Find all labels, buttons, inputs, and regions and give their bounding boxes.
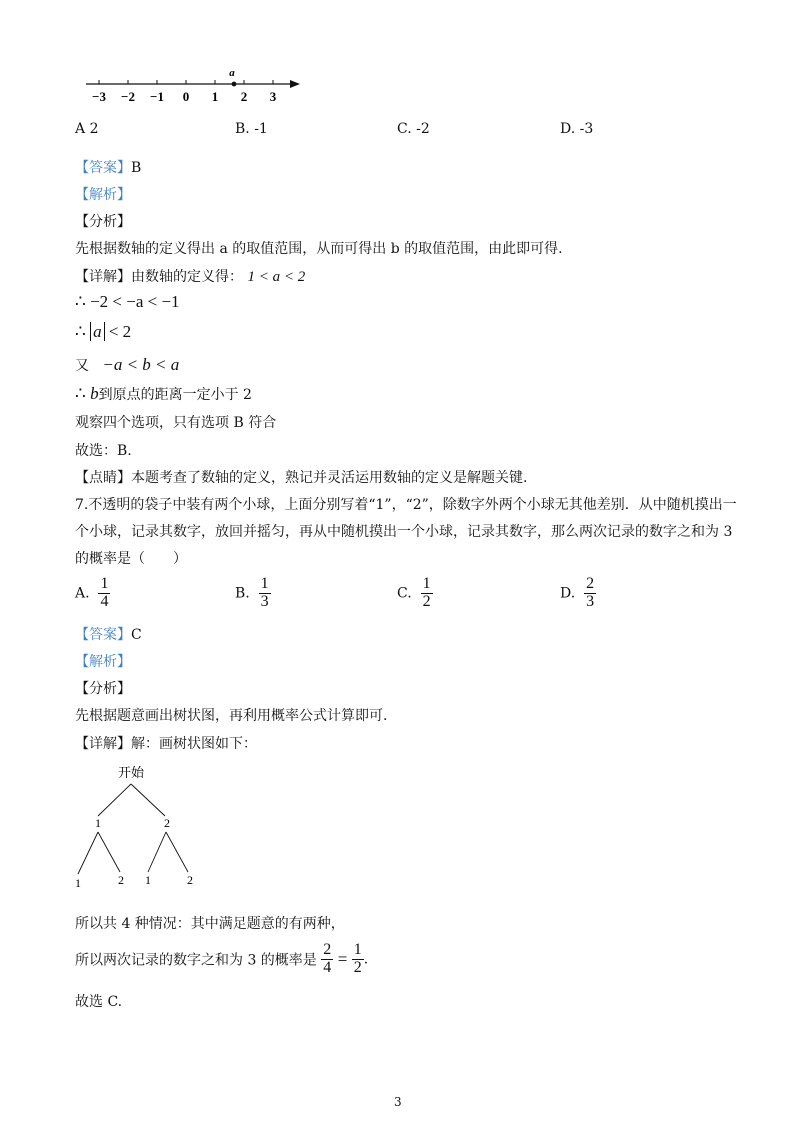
tree-edge (148, 832, 166, 872)
tree-diagram (70, 762, 210, 892)
q7-option-b: B. $\frac{1}{3}$ (235, 575, 269, 610)
point-a-dot (232, 82, 237, 87)
q7-xiangjie: 【详解】解：画树状图如下： (75, 736, 257, 752)
page-number: 3 (394, 1095, 402, 1109)
q7-stem-line1: 7.不透明的袋子中装有两个小球，上面分别写着“1”，“2”，除数字外两个小球无其他差别．从中随机摸出一 (75, 497, 737, 513)
q6-eq4: 又 −a < b < a (75, 355, 180, 374)
tick-label: −2 (121, 89, 135, 104)
tree-edge (98, 832, 120, 872)
number-line (78, 64, 310, 106)
q7-option-c: C. $\frac{1}{2}$ (397, 575, 431, 610)
q7-probability: 所以两次记录的数字之和为 3 的概率是 $\frac{2}{4}$ = $\frac{1}{2}$ . (75, 941, 369, 976)
prob-fraction-2: $\frac{1}{2}$ (353, 941, 362, 976)
tree-leaf: 1 (145, 873, 151, 887)
q6-analysis-tag: 【解析】 (75, 187, 131, 203)
q7-fenxi-tag: 【分析】 (75, 681, 131, 697)
q6-option-a: A 2 (75, 121, 99, 137)
q6-observe: 观察四个选项，只有选项 B 符合 (75, 415, 277, 431)
q6-fenxi-text: 先根据数轴的定义得出 a 的取值范围，从而可得出 b 的取值范围，由此即可得. (75, 241, 563, 257)
q6-option-b: B. -1 (235, 121, 268, 137)
q7-summary: 所以共 4 种情况：其中满足题意的有两种， (75, 916, 345, 932)
q7-option-a-fraction: $\frac{1}{4}$ (100, 575, 109, 610)
tree-edge (131, 784, 165, 816)
q6-option-d: D. -3 (560, 121, 594, 137)
tree-leaf: 2 (118, 873, 124, 887)
q6-eq2: ∴ −2 < −a < −1 (75, 292, 180, 311)
tree-leaf: 1 (75, 876, 81, 890)
number-line-arrow (290, 80, 300, 88)
prob-fraction-1: $\frac{2}{4}$ (323, 941, 332, 976)
q7-answer: 【答案】C (75, 627, 142, 643)
tree-node-1: 1 (95, 816, 101, 830)
q6-dianjing: 【点睛】本题考查了数轴的定义，熟记并灵活运用数轴的定义是解题关键. (75, 470, 528, 486)
tick-label: 2 (240, 89, 248, 104)
tick-label: 3 (269, 89, 277, 104)
q6-eq3: ∴ a < 2 (75, 322, 132, 341)
q7-stem-line3: 的概率是（ ） (75, 551, 187, 567)
q7-stem-line2: 个小球，记录其数字，放回并摇匀，再从中随机摸出一个小球，记录其数字，那么两次记录的数字之和为 3 (75, 524, 733, 540)
tree-edge (166, 832, 188, 872)
tree-edge (78, 832, 98, 874)
q7-option-d: D. $\frac{2}{3}$ (560, 575, 595, 610)
q6-eq5: ∴ b到原点的距离一定小于 2 (75, 384, 252, 403)
q6-fenxi-tag: 【分析】 (75, 214, 131, 230)
q7-option-d-fraction: $\frac{2}{3}$ (586, 575, 595, 610)
q7-option-a: A. $\frac{1}{4}$ (75, 575, 109, 610)
q6-choose: 故选：B. (75, 443, 132, 459)
q7-analysis-tag: 【解析】 (75, 654, 131, 670)
tick-label: 0 (182, 89, 190, 104)
q6-answer: 【答案】B (75, 160, 142, 176)
q6-xiangjie: 【详解】由数轴的定义得： 1 < a < 2 (75, 269, 306, 285)
q7-option-c-fraction: $\frac{1}{2}$ (422, 575, 431, 610)
point-a-label: a (229, 67, 235, 79)
tree-node-2: 2 (164, 816, 170, 830)
q7-choose: 故选 C. (75, 994, 123, 1010)
tree-edge (98, 784, 131, 816)
tick-label: 1 (211, 89, 219, 104)
tree-leaf: 2 (187, 873, 193, 887)
tick-label: −3 (92, 89, 106, 104)
tick-label: −1 (150, 89, 164, 104)
q6-option-c: C. -2 (397, 121, 430, 137)
q7-option-b-fraction: $\frac{1}{3}$ (260, 575, 269, 610)
q7-fenxi-text: 先根据题意画出树状图，再利用概率公式计算即可. (75, 708, 388, 724)
tree-root: 开始 (117, 766, 145, 781)
